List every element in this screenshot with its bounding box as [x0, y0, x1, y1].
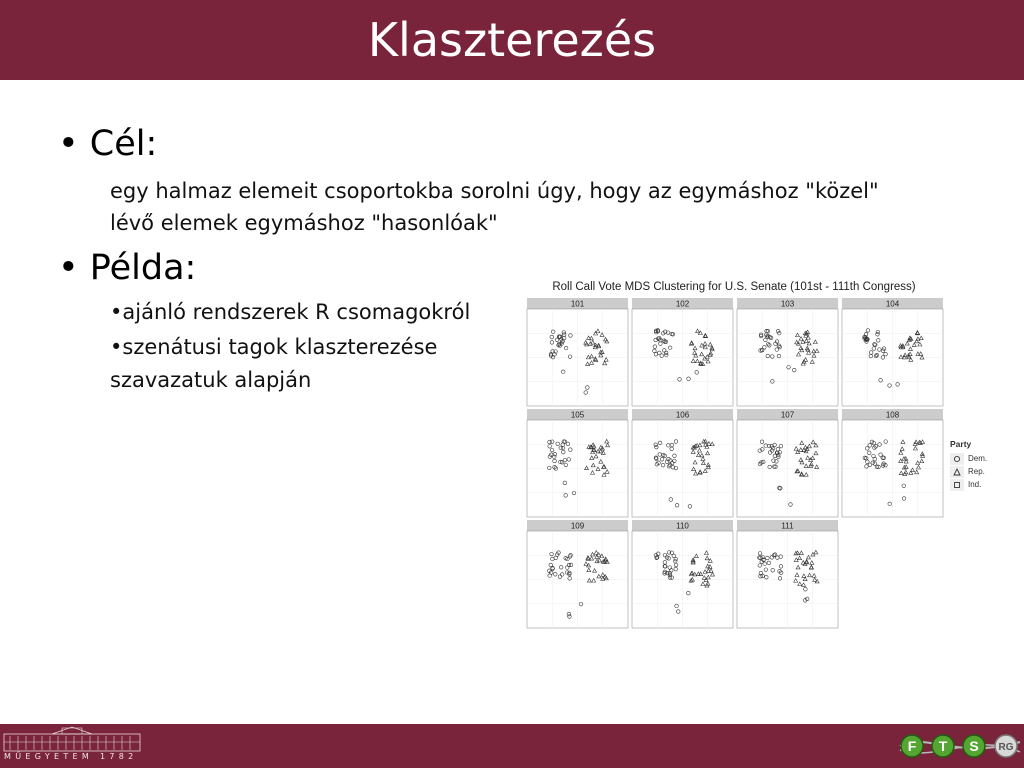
bullet-pelda: • Példa:: [58, 248, 197, 288]
panel-106: [632, 409, 733, 517]
triangle-icon: [950, 466, 964, 478]
panel-label: 105: [570, 410, 585, 420]
panel-111: [737, 520, 838, 628]
mds-figure: [524, 281, 1004, 633]
panel-103: [737, 298, 838, 406]
panel-label: 108: [885, 410, 900, 420]
circle-icon: [950, 453, 964, 465]
slide-footer: [0, 724, 1024, 768]
cel-line-2: lévő elemek egymáshoz "hasonlóak": [110, 211, 498, 235]
legend-label-dem: Dem.: [968, 454, 988, 463]
pelda-item-1: •ajánló rendszerek R csomagokról: [110, 300, 471, 324]
university-building-icon: [2, 726, 142, 752]
panel-grid: [524, 281, 944, 633]
slide-header: [0, 0, 1024, 80]
panel-label: 106: [675, 410, 690, 420]
panel-101: [527, 298, 628, 406]
ftsrg-logo-icon: [896, 728, 1024, 764]
panel-label: 110: [676, 521, 689, 531]
logo-letter-t: T: [938, 738, 948, 754]
panel-104: [842, 298, 943, 406]
logo-letter-rg: RG: [998, 742, 1014, 753]
legend-item-dem: [950, 452, 1004, 465]
pelda-item-3: szavazatuk alapján: [110, 368, 312, 392]
panel-label: 109: [570, 521, 585, 531]
bullet-cel: • Cél:: [58, 124, 158, 164]
panel-label: 101: [570, 299, 585, 309]
legend: [950, 439, 1004, 491]
legend-label-ind: Ind.: [968, 480, 982, 489]
panel-label: 103: [780, 299, 795, 309]
panel-label: 111: [781, 521, 794, 531]
panel-102: [632, 298, 733, 406]
pelda-item-2: •szenátusi tagok klaszterezése: [110, 335, 438, 359]
panel-label: 107: [780, 410, 795, 420]
logo-letter-s: S: [969, 738, 979, 754]
bullet-cel-label: Cél:: [89, 124, 158, 164]
panel-105: [527, 409, 628, 517]
panel-label: 104: [885, 299, 900, 309]
bullet-pelda-label: Példa:: [89, 248, 197, 288]
logo-letter-f: F: [907, 738, 917, 754]
university-name: MŰEGYETEM 1782: [4, 752, 138, 761]
panel-108: [842, 409, 943, 517]
legend-title: Party: [950, 439, 972, 449]
panel-label: 102: [675, 299, 690, 309]
legend-item-rep: [950, 465, 1004, 478]
panel-109: [527, 520, 628, 628]
legend-label-rep: Rep.: [968, 467, 985, 476]
square-icon: [950, 479, 964, 491]
slide-title: Klaszterezés: [367, 13, 657, 67]
panel-110: [632, 520, 733, 628]
panel-107: [737, 409, 838, 517]
legend-item-ind: [950, 478, 1004, 491]
cel-line-1: egy halmaz elemeit csoportokba sorolni úgy, hogy az egymáshoz "közel": [110, 179, 879, 203]
figure-title: Roll Call Vote MDS Clustering for U.S. Senate (101st - 111th Congress): [552, 281, 916, 293]
